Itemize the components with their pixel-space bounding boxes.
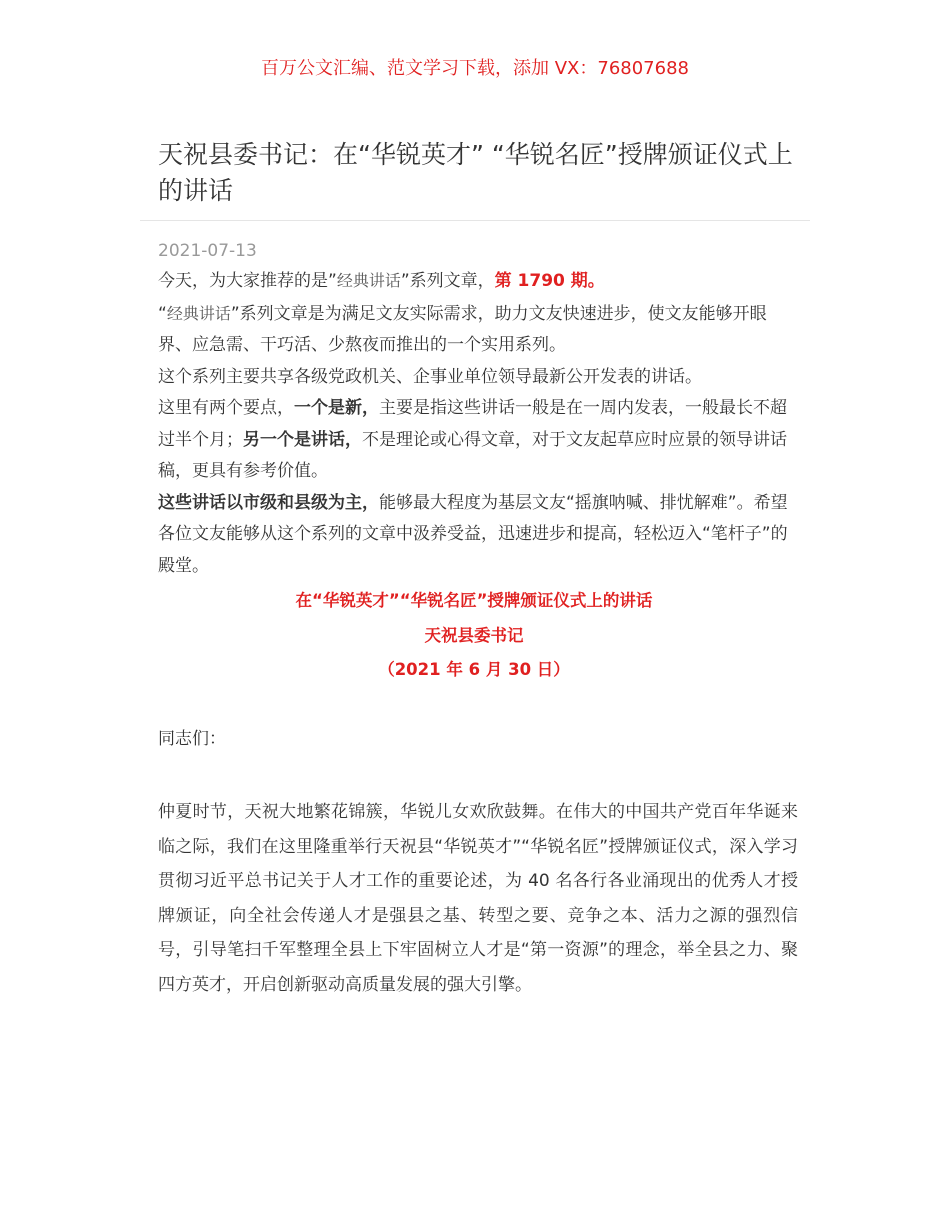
intro-section (158, 265, 798, 582)
intro-text: 能够最大程度为基层文友“摇旗呐喊、排忧解难”。希望各位文友能够从这个系列的文章中汲养受益，迅速进步和提高，轻松迈入“笔杆子”的殿堂。 (158, 492, 788, 576)
intro-text: “ (158, 303, 167, 324)
speech-date: （2021 年 6 月 30 日） (378, 660, 570, 679)
series-name: 经典讲话 (336, 271, 401, 290)
intro-text: 主要是指这些讲话一般是在一周内发表，一般最长不超过半个月； (158, 398, 787, 450)
article-title: 天祝县委书记：在“华锐英才” “华锐名匠”授牌颁证仪式上的讲话 (158, 140, 793, 205)
intro-paragraph-1 (158, 265, 798, 298)
issue-number: 第 1790 期。 (494, 271, 605, 291)
intro-text: 今天，为大家推荐的是” (158, 271, 337, 291)
intro-text: 不是理论或心得文章，对于文友起草应时应景的领导讲话稿，更具有参考价值。 (158, 429, 787, 481)
speech-header (158, 589, 790, 693)
speech-salutation: 同志们： (158, 729, 226, 749)
speech-paragraph-1: 仲夏时节，天祝大地繁花锦簇，华锐儿女欢欣鼓舞。在伟大的中国共产党百年华诞来临之际，我们在这里隆重举行天祝县“华锐英才”“华锐名匠”授牌颁证仪式，深入学习贯彻习近平总书记关于人才工作的重要论述，为 40 名各行各业涌现出的优秀人才授牌颁证，向全社会传递人才是强县之基、转型之要、竞争之本、活力之源的强烈信号，引导笔扫千军整理全县上下牢固树立人才是“第一资源”的理念，举全县之力、聚四方英才，开启创新驱动高质量发展的强大引擎。 (158, 802, 798, 995)
series-name: 经典讲话 (166, 303, 231, 323)
intro-text: 这里有两个要点， (158, 398, 294, 418)
title-divider (140, 220, 810, 221)
key-point-level: 这些讲话以市级和县级为主， (158, 492, 379, 513)
key-point-new: 一个是新， (294, 398, 379, 418)
speech-heading: 在“华锐英才”“华锐名匠”授牌颁证仪式上的讲话 (295, 591, 653, 610)
intro-paragraph-3: 这个系列主要共享各级党政机关、企事业单位领导最新公开发表的讲话。 (158, 366, 702, 387)
intro-text: ”系列文章是为满足文友实际需求，助力文友快速进步，使文友能够开眼界、应急需、干巧活、少熬夜而推出的一个实用系列。 (158, 303, 767, 355)
publish-date: 2021-07-13 (158, 241, 257, 261)
intro-paragraph-2 (158, 298, 798, 362)
speech-speaker: 天祝县委书记 (424, 625, 524, 645)
intro-text: ”系列文章， (400, 271, 495, 291)
promo-banner: 百万公文汇编、范文学习下载，添加 VX：76807688 (261, 58, 689, 79)
intro-paragraph-4 (158, 393, 798, 488)
intro-paragraph-5 (158, 488, 798, 583)
key-point-speech: 另一个是讲话， (243, 429, 362, 450)
